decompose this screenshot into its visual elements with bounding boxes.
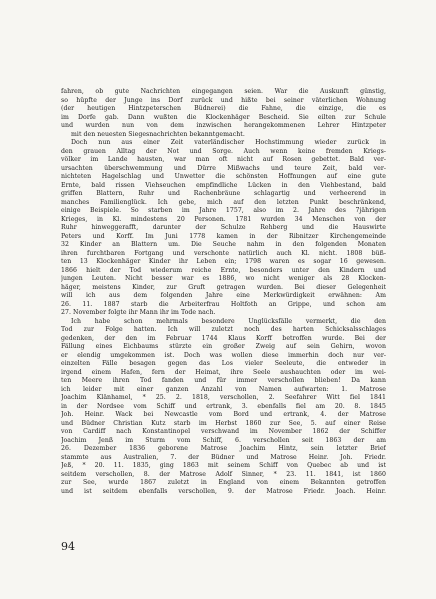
text-line: irgend einem Hafen, fern der Heimat, ihre Seele aushauchten oder im wei-: [61, 368, 386, 376]
text-line: Doch nun aus einer Zeit vaterländischer Hochstimmung wieder zurück in: [71, 139, 386, 146]
text-line: fahren, ob gute Nachrichten eingegangen seien. War die Auskunft günstig,: [61, 88, 386, 95]
text-line: im Dorfe gab. Dann wußten die Klockenhäger Bescheid. Sie eilten zur Schule: [61, 113, 386, 121]
text-line: so hüpfte der Junge ins Dorf zurück und hißte bei seiner väterlichen Wohnung: [61, 96, 386, 104]
text-line: 26. Dezember 1836 geborene Matrose Joachim Hintz, sein letzter Brief: [61, 445, 386, 452]
text-line: den grauen Alltag der Not und Sorge. Auch wenn keine fremden Kriegs-: [61, 147, 386, 155]
page-number: 94: [61, 540, 75, 553]
text-line: 32 Kinder an Blattern um. Die Seuche nahm in den folgenden Monaten: [61, 241, 386, 248]
text-line: seitdem verschollen, 8. der Matrose Adolf Sinner, * 23. 11. 1841, ist 1860: [61, 470, 386, 478]
text-line: Tod zur Folge hatten. Ich will zuletzt noch des harten Schicksalsschlages: [61, 326, 386, 333]
text-line: Jeß, * 20. 11. 1835, ging 1863 mit seinem Schiff von Quebec ab und ist: [61, 462, 386, 469]
text-line: einzelten Fälle besagen gegen das Los vieler Seeleute, die entweder in: [61, 360, 386, 367]
text-line: ich leider mit einer ganzen Anzahl von Namen aufwarten: 1. Matrose: [61, 385, 386, 393]
text-line: Joh. Heinr. Wack bei Newcastle vom Bord und ertrank, 4. der Matrose: [61, 411, 386, 418]
text-line: Ernte, bald rissen Viehseuchen empfindliche Lücken in den Viehbestand, bald: [61, 181, 386, 189]
text-line: Peters und Korff. Im Juni 1778 kamen in der Ribnitzer Kirchengemeinde: [61, 232, 386, 240]
text-line: völker im Lande hausten, war man oft nicht auf Rosen gebettet. Bald ver-: [61, 156, 386, 163]
text-line: ten 13 Klockenhäger Kinder ihr Leben ein; 1798 waren es sogar 16 gewesen.: [61, 258, 386, 265]
text-line: und wurden nun von dem inzwischen herangekommenen Lehrer Hintzpeter: [61, 122, 386, 129]
text-line: er elendig umgekommen ist. Doch was wollen diese immerhin doch nur ver-: [61, 351, 386, 359]
text-line: ursachten überschwemmung und Dürre Mißwachs und teure Zeit, bald ver-: [61, 164, 386, 172]
text-line: ten Meere ihren Tod fanden und für immer verschollen blieben! Da kann: [61, 377, 386, 384]
text-line: griffen Blattern, Ruhr und Rachenbräune schlagartig und verheerend in: [61, 190, 386, 197]
text-line: Ruhr hinweggerafft, darunter der Schulze Rehberg und die Hauswirte: [61, 224, 386, 231]
text-line: Fällung eines Eichbaums stürzte ein großer Zweig auf sein Gehirn, wovon: [61, 343, 386, 350]
text-line: zur See, wurde 1867 zuletzt in England von einem Bekannten getroffen: [61, 479, 386, 486]
text-line: 26. 11. 1887 starb die Arbeiterfrau Holtfoth an Grippe, und schon am: [61, 300, 386, 308]
text-line: Krieges, in Kl. mindestens 20 Personen. 1781 wurden 34 Menschen von der: [61, 215, 386, 223]
text-line: und Büdner Christian Kutz starb im Herbst 1860 zur See, 5. auf einer Reise: [61, 419, 386, 427]
text-line: von Cardiff nach Konstantinopel verschwand im November 1862 der Schiffer: [61, 428, 386, 435]
text-line: ihren furchtbaren Fortgang und verschonte natürlich auch Kl. nicht. 1808 büß-: [61, 249, 386, 257]
text-line: einige Beispiele. So starben im Jahre 1757, also im 2. Jahre des 7jährigen: [61, 207, 386, 214]
text-line: 27. November folgte ihr Mann ihr im Tode nach.: [61, 309, 216, 316]
text-line: gedenken, der den im Februar 1744 Klaus Korff betroffen wurde. Bei der: [61, 334, 386, 342]
text-line: nichteten Hagelschlag und Unwetter die schönsten Hoffnungen auf eine gute: [61, 173, 386, 180]
text-line: in der Nordsee vom Schiff und ertrank, 3. ebenfalls fiel am 20. 8. 1845: [61, 402, 386, 410]
text-line: manches Familienglück. Ich gebe, mich auf den letzten Punkt beschränkend,: [61, 198, 386, 206]
body-text: [61, 88, 386, 496]
text-line: häger, meistens Kinder, zur Gruft getragen wurden. Bei dieser Gelegenheit: [61, 283, 386, 291]
text-line: will ich aus dem folgenden Jahre eine Merkwürdigkeit erwähnen: Am: [61, 292, 386, 299]
text-line: (der heutigen Hintzpeterschen Büdnerei) die Fahne, die einzige, die es: [61, 105, 386, 112]
text-line: mit den neuesten Siegesnachrichten bekanntgemacht.: [71, 130, 245, 138]
text-line: Joachim Klänhamel, * 25. 2. 1818, verschollen, 2. Seefahrer Witt fiel 1841: [61, 394, 386, 401]
text-line: jungen Leuten. Nicht besser war es 1886, wo nicht weniger als 28 Klocken-: [61, 275, 386, 282]
text-line: 1866 hielt der Tod wiederum reiche Ernte, besonders unter den Kindern und: [61, 266, 386, 274]
text-line: Joachim Jenß im Sturm vom Schiff, 6. verschollen seit 1863 der am: [61, 436, 386, 444]
text-line: stammte aus Australien, 7. der Büdner und Matrose Heinr. Joh. Friedr.: [61, 453, 386, 461]
text-line: und ist seitdem ebenfalls verschollen, 9. der Matrose Friedr. Joach. Heinr.: [61, 487, 386, 495]
text-line: Ich habe schon mehrmals besondere Unglücksfälle vermerkt, die den: [71, 317, 386, 325]
